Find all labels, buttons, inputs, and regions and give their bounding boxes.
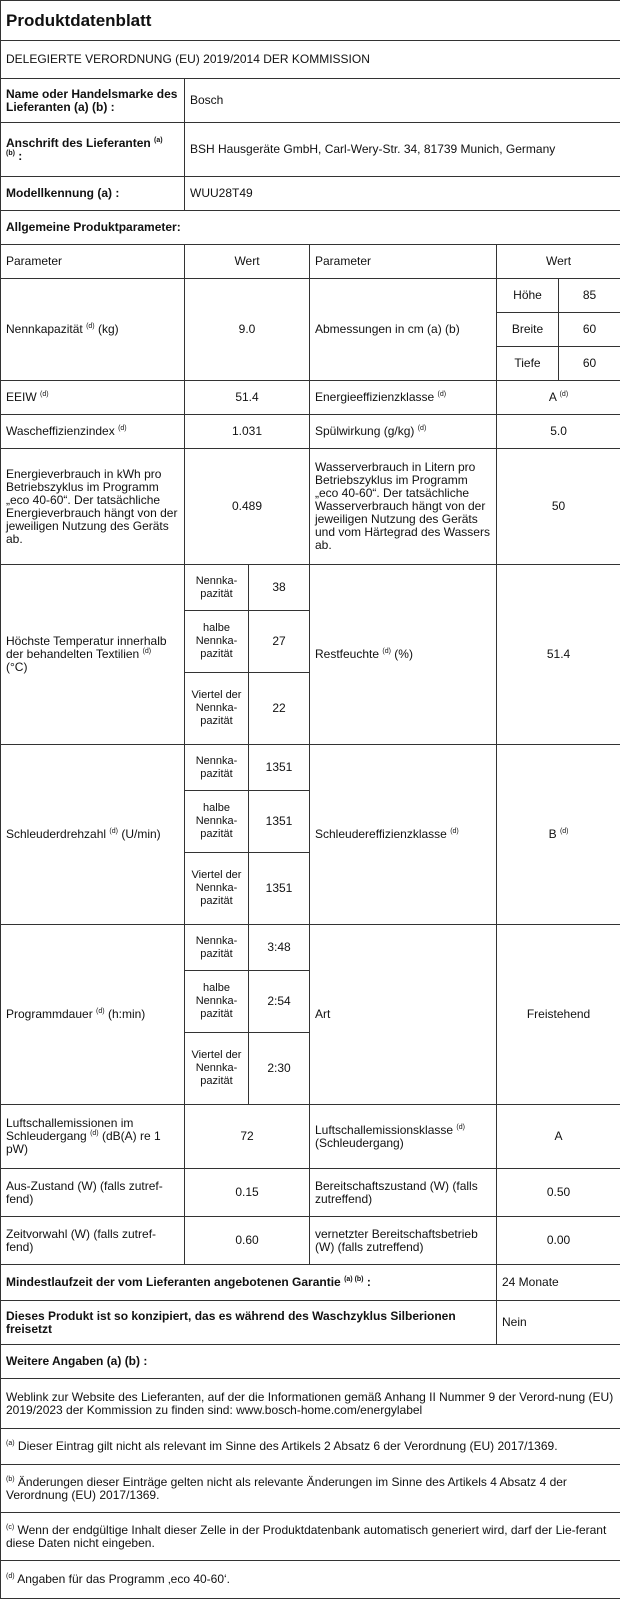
further-info-header: Weitere Angaben (a) (b) : [1,1345,620,1379]
energy-class-value: A $^{(d)}$ [497,381,620,415]
load-label-quarter: Viertel der Nennka-pazität [185,1033,249,1105]
residual-moisture-value: 51.4 [497,565,620,745]
load-label-full: Nennka-pazität [185,565,249,611]
water-consumption-label: Wasserverbrauch in Litern pro Betriebszyklus im Programm „eco 40-60“. Der tatsächliche Wasserverbrauch hängt von der jeweiligen Nutzung des Geräts und vom Härtegrad des Wassers ab. [310,449,497,565]
height-value: 85 [559,279,620,313]
spin-class-label: Schleudereffizienzklasse $^{(d)}$ [310,745,497,925]
weblink-text: Weblink zur Website des Lieferanten, auf der die Informationen gemäß Anhang II Nummer 9 der Verord-nung (EU) 2019/2023 der Kommission zu finden sind: www.bosch-home.com/energylabel [1,1379,620,1429]
model-label: Modellkennung (a) : [1,177,185,211]
load-label-half: halbe Nennka-pazität [185,971,249,1033]
load-label-quarter: Viertel der Nennka-pazität [185,853,249,925]
program-duration-label: Programmdauer $^{(d)}$ (h:min) [1,925,185,1105]
model-value: WUU28T49 [185,177,620,211]
spin-speed-label: Schleuderdrehzahl $^{(d)}$ (U/min) [1,745,185,925]
load-label-half: halbe Nennka-pazität [185,611,249,673]
off-mode-value: 0.15 [185,1169,310,1217]
footnote-d: $^{(d)}$ Angaben für das Programm ‚eco 40-60‘. [1,1561,620,1599]
spin-speed-full-value: 1351 [249,745,310,791]
warranty-value: 24 Monate [497,1265,620,1301]
energy-consumption-label: Energieverbrauch in kWh pro Betriebszyklus im Programm „eco 40-60“. Der tatsächliche Energieverbrauch hängt von der jeweiligen Nutzung des Geräts ab. [1,449,185,565]
depth-label: Tiefe [497,347,559,381]
noise-value: 72 [185,1105,310,1169]
noise-class-value: A [497,1105,620,1169]
load-label-full: Nennka-pazität [185,745,249,791]
brand-label: Name oder Handelsmarke des Lieferanten (a) (b) : [1,79,185,123]
silver-ions-value: Nein [497,1301,620,1345]
load-label-half: halbe Nennka-pazität [185,791,249,853]
eeiw-value: 51.4 [185,381,310,415]
max-temp-full-value: 38 [249,565,310,611]
column-header-value: Wert [497,245,620,279]
standby-value: 0.50 [497,1169,620,1217]
max-temp-quarter-value: 22 [249,673,310,745]
rinse-label: Spülwirkung (g/kg) $^{(d)}$ [310,415,497,449]
address-label: Anschrift des Lieferanten $^{(a)}$ $^{(b)}$ : [1,123,185,177]
wash-index-value: 1.031 [185,415,310,449]
brand-value: Bosch [185,79,620,123]
page-title: Produktdatenblatt [1,1,620,41]
energy-class-label: Energieeffizienzklasse $^{(d)}$ [310,381,497,415]
height-label: Höhe [497,279,559,313]
width-value: 60 [559,313,620,347]
load-label-quarter: Viertel der Nennka-pazität [185,673,249,745]
off-mode-label: Aus-Zustand (W) (falls zutref-fend) [1,1169,185,1217]
footnote-c: $^{(c)}$ Wenn der endgültige Inhalt dieser Zelle in der Produktdatenbank automatisch generiert wird, darf der Lie-ferant diese Daten nicht eingeben. [1,1513,620,1561]
regulation-reference: DELEGIERTE VERORDNUNG (EU) 2019/2014 DER KOMMISSION [1,41,620,79]
energy-consumption-value: 0.489 [185,449,310,565]
program-duration-quarter-value: 2:30 [249,1033,310,1105]
warranty-label: Mindestlaufzeit der vom Lieferanten angebotenen Garantie $^{(a) (b)}$ : [1,1265,497,1301]
noise-class-label: Luftschallemissionsklasse $^{(d)}$ (Schleudergang) [310,1105,497,1169]
type-label: Art [310,925,497,1105]
column-header-value: Wert [185,245,310,279]
networked-standby-value: 0.00 [497,1217,620,1265]
residual-moisture-label: Restfeuchte $^{(d)}$ (%) [310,565,497,745]
rinse-value: 5.0 [497,415,620,449]
program-duration-half-value: 2:54 [249,971,310,1033]
footnote-a: $^{(a)}$ Dieser Eintrag gilt nicht als relevant im Sinne des Artikels 2 Absatz 6 der Verordnung (EU) 2017/1369. [1,1429,620,1465]
standby-label: Bereitschaftszustand (W) (falls zutreffend) [310,1169,497,1217]
eeiw-label: EEIW $^{(d)}$ [1,381,185,415]
column-header-parameter: Parameter [310,245,497,279]
spin-speed-half-value: 1351 [249,791,310,853]
wash-index-label: Wascheffizienzindex $^{(d)}$ [1,415,185,449]
silver-ions-label: Dieses Produkt ist so konzipiert, das es während des Waschzyklus Silberionen freisetzt [1,1301,497,1345]
spin-speed-quarter-value: 1351 [249,853,310,925]
max-temp-label: Höchste Temperatur innerhalb der behandelten Textilien $^{(d)}$ (°C) [1,565,185,745]
depth-value: 60 [559,347,620,381]
max-temp-half-value: 27 [249,611,310,673]
networked-standby-label: vernetzter Bereitschaftsbetrieb (W) (falls zutreffend) [310,1217,497,1265]
type-value: Freistehend [497,925,620,1105]
general-parameters-header: Allgemeine Produktparameter: [1,211,620,245]
delay-start-value: 0.60 [185,1217,310,1265]
width-label: Breite [497,313,559,347]
dimensions-label: Abmessungen in cm (a) (b) [310,279,497,381]
program-duration-full-value: 3:48 [249,925,310,971]
footnote-b: $^{(b)}$ Änderungen dieser Einträge gelten nicht als relevante Änderungen im Sinne des Artikels 4 Absatz 4 der Verordnung (EU) 2017/1369. [1,1465,620,1513]
water-consumption-value: 50 [497,449,620,565]
load-label-full: Nennka-pazität [185,925,249,971]
column-header-parameter: Parameter [1,245,185,279]
address-value: BSH Hausgeräte GmbH, Carl-Wery-Str. 34, 81739 Munich, Germany [185,123,620,177]
noise-label: Luftschallemissionen im Schleudergang $^{(d)}$ (dB(A) re 1 pW) [1,1105,185,1169]
spin-class-value: B $^{(d)}$ [497,745,620,925]
capacity-label: Nennkapazität $^{(d)}$ (kg) [1,279,185,381]
delay-start-label: Zeitvorwahl (W) (falls zutref-fend) [1,1217,185,1265]
capacity-value: 9.0 [185,279,310,381]
